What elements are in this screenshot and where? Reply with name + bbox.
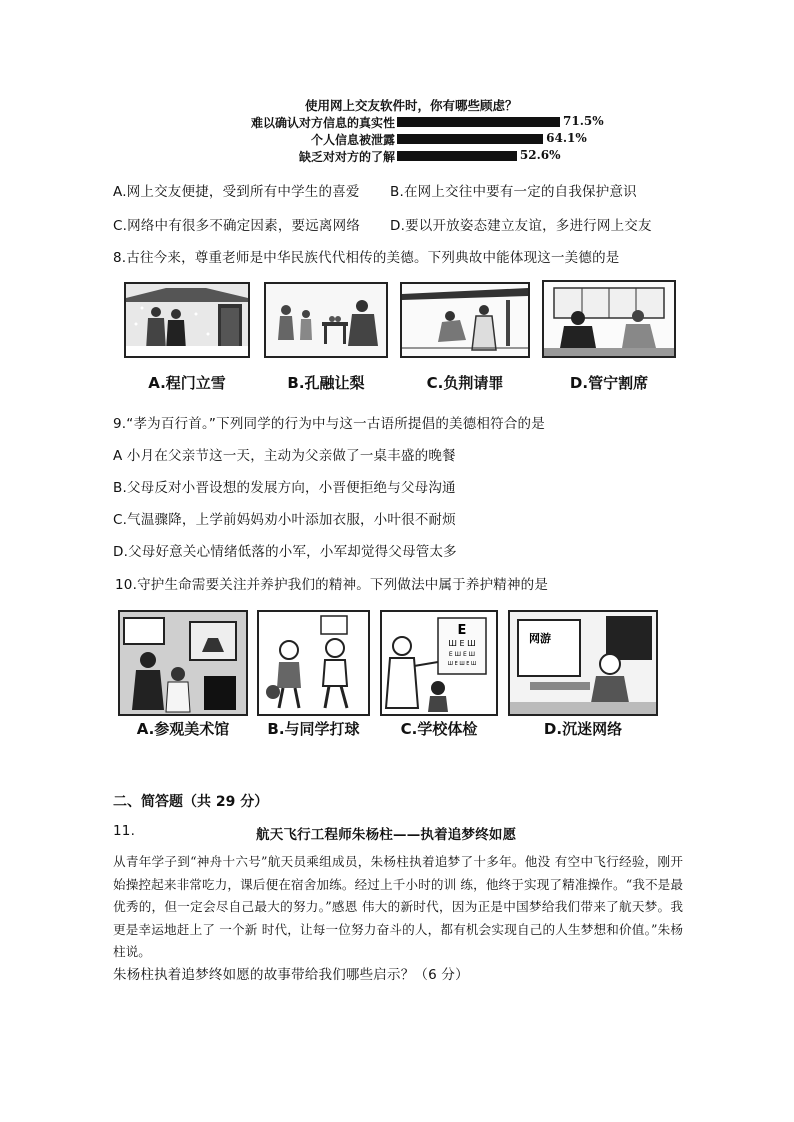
q11-number: 11. — [113, 823, 136, 839]
q9-option-b: B.父母反对小晋设想的发展方向，小晋便拒绝与父母沟通 — [113, 480, 456, 496]
bar-label: 难以确认对方信息的真实性 — [250, 116, 395, 130]
q11-passage: 从青年学子到“神舟十六号”航天员乘组成员，朱杨柱执着追梦了十多年。他没 有空中飞行经验，刚开始操控起来非常吃力，课后便在宿舍加练。经过上千小时的训 练，他终于实现了精准操作。“我不是最优秀的，但一定会尽自己最大的努力。”感恩 伟大的新时代，因为正是中国梦给我们带来了航天梦。我更是幸运地赶上了 一个新 时代，让每一位努力奋斗的人，都有机会实现自己的人生梦想和价值。”朱杨柱说。 — [113, 854, 683, 959]
kneeling-apology-illustration — [400, 282, 530, 358]
art-gallery-illustration — [118, 610, 248, 716]
svg-text:Ш E Ш E Ш: Ш E Ш E Ш — [447, 661, 477, 667]
bar-value-label: 71.5% — [563, 114, 604, 128]
q9-stem: 9.“孝为百行首。”下列同学的行为中与这一古语所提倡的美德相符合的是 — [113, 416, 545, 432]
q7-option-b: B.在网上交往中要有一定的自我保护意识 — [390, 184, 637, 200]
bar — [397, 117, 560, 127]
q8-option-a-card — [124, 282, 250, 394]
svg-text:E Ш E Ш: E Ш E Ш — [448, 651, 476, 658]
q11-title: 航天飞行工程师朱杨柱——执着追梦终如愿 — [256, 827, 517, 843]
mat-cutting-illustration — [542, 280, 676, 358]
q8-option-a-caption: A.程门立雪 — [148, 374, 226, 392]
q10-option-c-card — [380, 610, 498, 738]
q8-option-d-caption: D.管宁割席 — [569, 374, 649, 392]
q10-option-a-caption: A.参观美术馆 — [136, 720, 230, 738]
q10-option-b-caption: B.与同学打球 — [267, 720, 360, 738]
q8-option-b-caption: B.孔融让梨 — [287, 374, 365, 392]
q8-option-c-card — [400, 282, 530, 394]
q7-option-c: C.网络中有很多不确定因素，要远离网络 — [113, 218, 361, 234]
svg-text:Ш E Ш: Ш E Ш — [448, 639, 476, 648]
bar-row — [225, 114, 604, 130]
eye-chart-letter: E — [457, 623, 467, 638]
section-title: 二、简答题（共 29 分） — [113, 794, 269, 810]
bar — [397, 134, 543, 144]
q7-option-d: D.要以开放姿态建立友谊，多进行网上交友 — [390, 218, 652, 234]
internet-addiction-illustration — [508, 610, 658, 716]
q8-option-c-caption: C.负荆请罪 — [426, 374, 504, 392]
bar-value-label: 52.6% — [519, 148, 561, 162]
snow-scene-illustration — [124, 282, 250, 358]
bar-label: 缺乏对对方的了解 — [298, 150, 395, 164]
basketball-illustration — [257, 610, 370, 716]
game-sign-text: 网游 — [529, 632, 551, 645]
q10-stem: 10.守护生命需要关注并养护我们的精神。下列做法中属于养护精神的是 — [115, 577, 549, 593]
q10-option-d-caption: D.沉迷网络 — [543, 720, 623, 738]
eye-chart-illustration — [380, 610, 498, 716]
bar-row — [225, 131, 587, 147]
q9-option-d: D.父母好意关心情绪低落的小军，小军却觉得父母管太多 — [113, 544, 457, 560]
bar-value-label: 64.1% — [546, 131, 587, 145]
survey-bar-chart — [225, 96, 604, 168]
bar — [397, 151, 517, 161]
chart-title: 使用网上交友软件时，你有哪些顾虑？ — [305, 98, 518, 113]
q7-option-a: A.网上交友便捷，受到所有中学生的喜爱 — [113, 184, 360, 200]
q10-option-a-card — [118, 610, 248, 738]
pear-sharing-illustration — [264, 282, 388, 358]
q11-question: 朱杨柱执着追梦终如愿的故事带给我们哪些启示？（6 分） — [113, 967, 469, 983]
q9-option-c: C.气温骤降，上学前妈妈劝小叶添加衣服，小叶很不耐烦 — [113, 512, 456, 528]
q10-option-b-card — [257, 610, 370, 738]
q9-option-a: A 小月在父亲节这一天，主动为父亲做了一桌丰盛的晚餐 — [113, 448, 456, 464]
q8-stem: 8.古往今来，尊重老师是中华民族代代相传的美德。下列典故中能体现这一美德的是 — [113, 250, 620, 266]
bar-row — [225, 148, 570, 163]
q10-option-d-card — [508, 610, 658, 738]
q8-option-b-card — [264, 282, 388, 394]
bar-label: 个人信息被泄露 — [310, 133, 395, 147]
q10-option-c-caption: C.学校体检 — [400, 720, 478, 738]
q8-option-d-card — [542, 280, 676, 394]
